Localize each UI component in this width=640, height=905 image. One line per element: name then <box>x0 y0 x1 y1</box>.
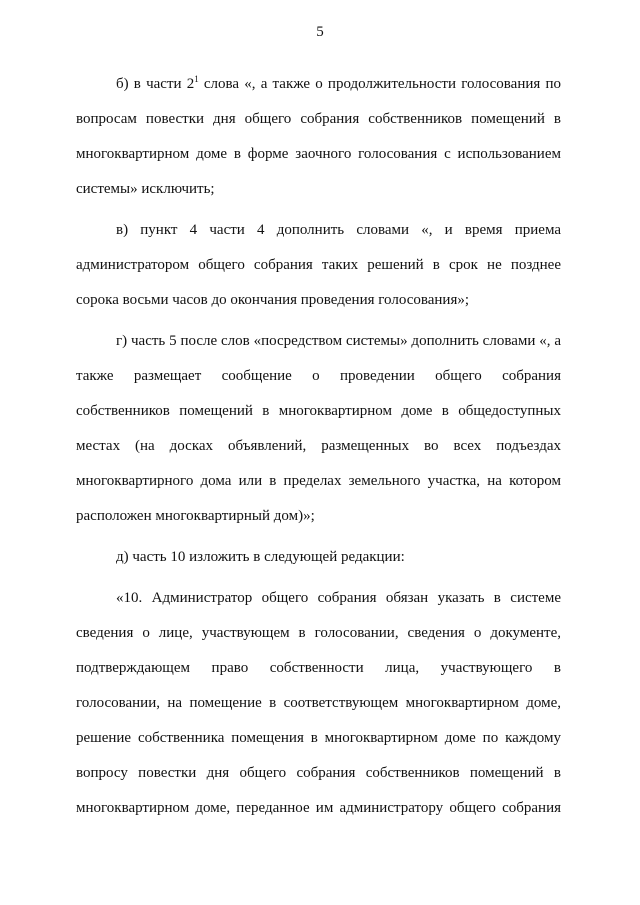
paragraph-line: решение собственника помещения в многоквартирном доме по каждому <box>76 730 561 746</box>
paragraph-d <box>76 540 561 575</box>
document-body <box>76 67 561 832</box>
paragraph-line <box>76 67 561 102</box>
paragraph-line: вопросу повестки дня общего собрания собственников помещений в <box>76 765 561 781</box>
page-number: 5 <box>316 24 324 40</box>
paragraph-line: многоквартирном доме в форме заочного голосования с использованием <box>76 146 561 162</box>
paragraph-line <box>76 213 561 248</box>
line-text: слова «, а также о продолжительности голосования по <box>198 76 562 92</box>
paragraph-b <box>76 67 561 207</box>
line-text: в) пункт 4 части 4 дополнить словами «, и время приема <box>116 222 561 238</box>
paragraph-line: вопросам повестки дня общего собрания собственников помещений в <box>76 111 561 127</box>
paragraph-line <box>76 581 561 616</box>
paragraph-line <box>76 324 561 359</box>
paragraph-line: сведения о лице, участвующем в голосовании, сведения о документе, <box>76 625 561 641</box>
line-text: г) часть 5 после слов «посредством системы» дополнить словами «, а <box>116 333 561 349</box>
paragraph-line: системы» исключить; <box>76 181 215 197</box>
paragraph-line: голосовании, на помещение в соответствующем многоквартирном доме, <box>76 695 561 711</box>
paragraph-g <box>76 324 561 534</box>
paragraph-line: подтверждающем право собственности лица, участвующего в <box>76 660 561 676</box>
paragraph-10 <box>76 581 561 826</box>
line-text: д) часть 10 изложить в следующей редакции: <box>116 549 405 565</box>
paragraph-line: многоквартирного дома или в пределах земельного участка, на котором <box>76 473 561 489</box>
paragraph-line: администратором общего собрания таких решений в срок не позднее <box>76 257 561 273</box>
paragraph-v <box>76 213 561 318</box>
line-text: б) в части 2 <box>116 76 195 92</box>
paragraph-line: расположен многоквартирный дом)»; <box>76 508 315 524</box>
paragraph-line: также размещает сообщение о проведении общего собрания <box>76 368 561 384</box>
line-text: «10. Администратор общего собрания обязан указать в системе <box>116 590 561 606</box>
paragraph-line: сорока восьми часов до окончания проведения голосования»; <box>76 292 470 308</box>
paragraph-line: собственников помещений в многоквартирном доме в общедоступных <box>76 403 561 419</box>
paragraph-line <box>76 540 561 575</box>
paragraph-line: местах (на досках объявлений, размещенных во всех подъездах <box>76 438 561 454</box>
paragraph-line: многоквартирном доме, переданное им администратору общего собрания <box>76 800 561 816</box>
superscript: 1 <box>194 74 199 84</box>
